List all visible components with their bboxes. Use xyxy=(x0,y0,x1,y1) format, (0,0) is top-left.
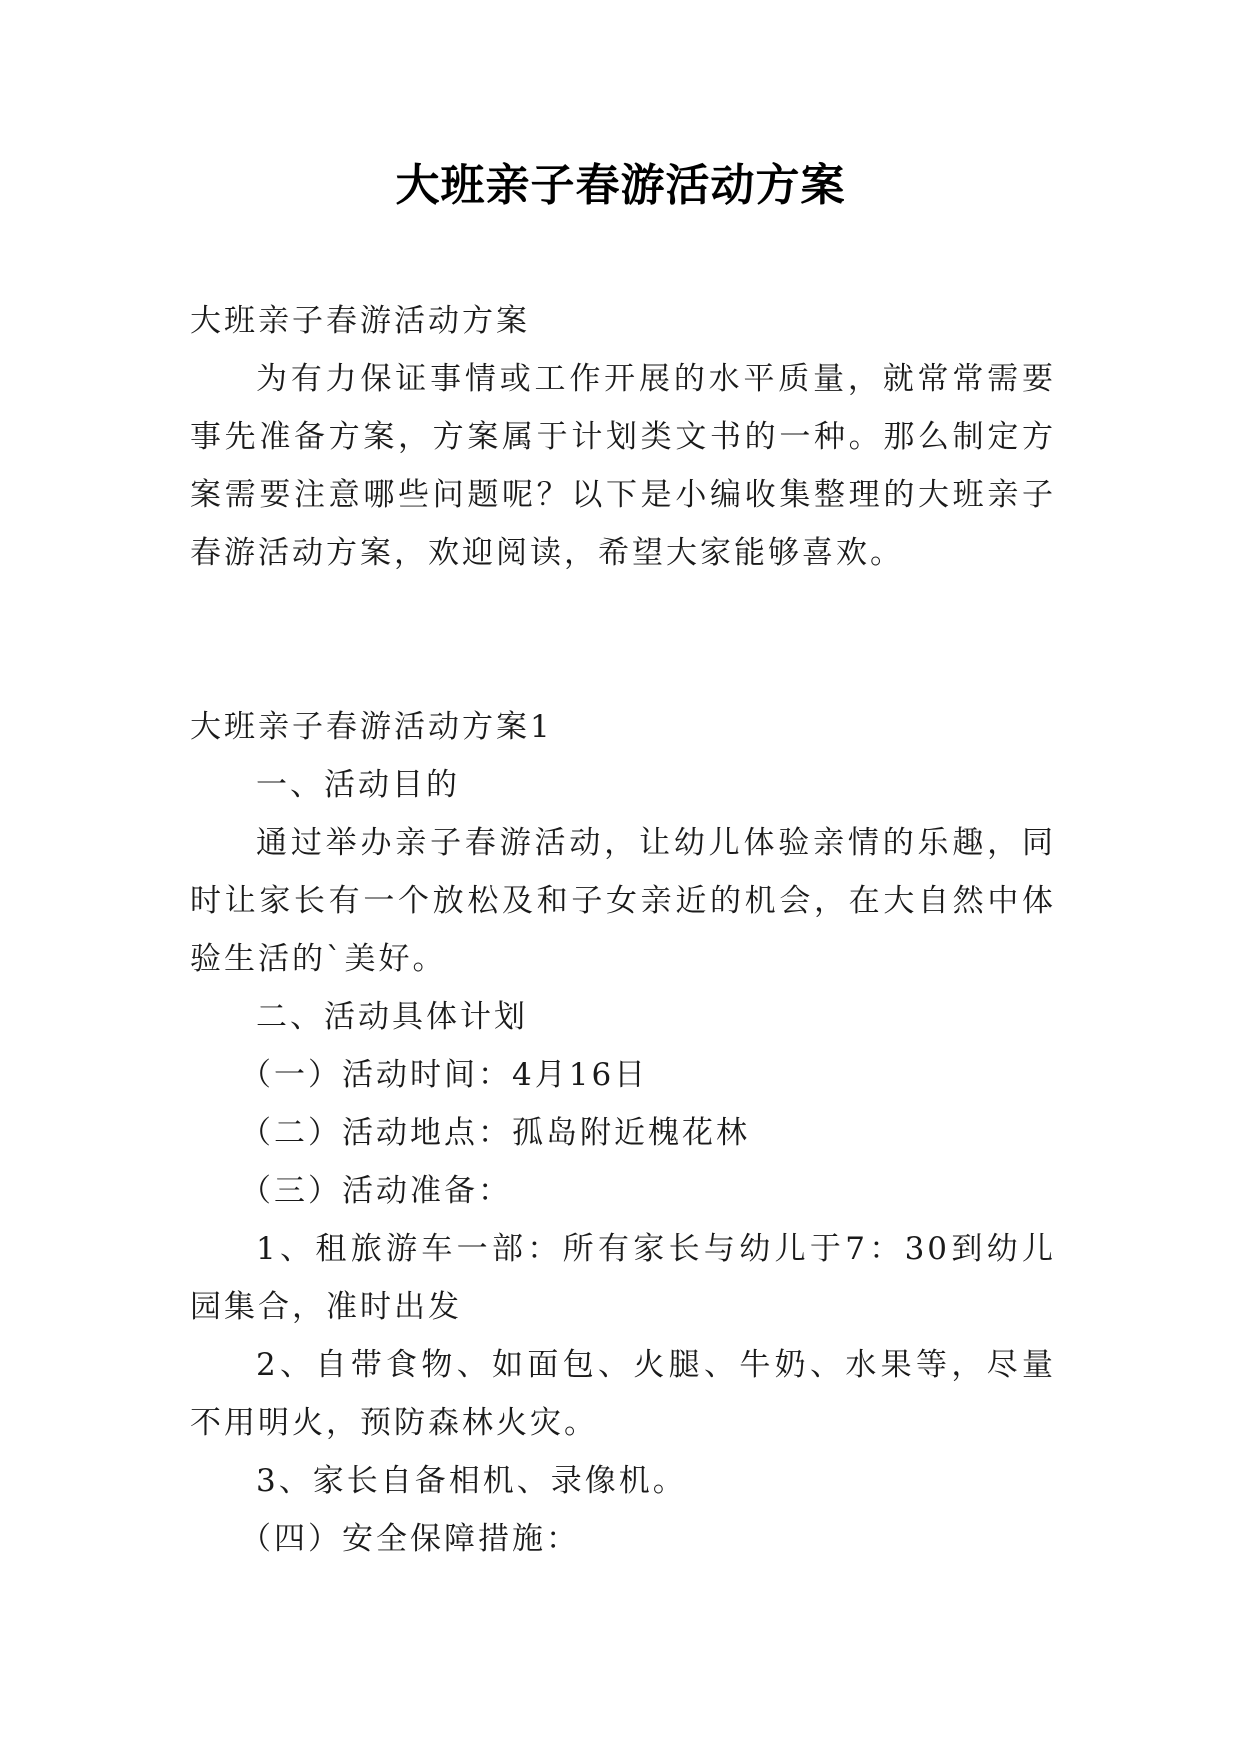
preparation-heading: （三）活动准备： xyxy=(240,1173,512,1209)
purpose-paragraph: 通过举办亲子春游活动，让幼儿体验亲情的乐趣，同时让家长有一个放松及和子女亲近的机会，在大自然中体验生活的`美好。 xyxy=(190,825,1056,977)
intro-paragraph: 为有力保证事情或工作开展的水平质量，就常常需要事先准备方案，方案属于计划类文书的一种。那么制定方案需要注意哪些问题呢？以下是小编收集整理的大班亲子春游活动方案，欢迎阅读，希望大家能够喜欢。 xyxy=(190,361,1056,571)
safety-heading: （四）安全保障措施： xyxy=(240,1521,580,1557)
plan-heading: 二、活动具体计划 xyxy=(256,999,528,1035)
section-spacer xyxy=(190,582,1056,698)
preparation-item: 2、自带食物、如面包、火腿、牛奶、水果等，尽量不用明火，预防森林火灾。 xyxy=(190,1347,1056,1441)
document-body xyxy=(190,292,1056,1568)
section-heading: 大班亲子春游活动方案1 xyxy=(190,709,553,745)
subtitle: 大班亲子春游活动方案 xyxy=(190,303,530,339)
document-title: 大班亲子春游活动方案 xyxy=(395,160,846,211)
purpose-heading: 一、活动目的 xyxy=(256,767,460,803)
activity-time: （一）活动时间：4月16日 xyxy=(240,1057,649,1093)
preparation-item: 3、家长自备相机、录像机。 xyxy=(256,1463,687,1499)
preparation-item: 1、租旅游车一部：所有家长与幼儿于7：30到幼儿园集合，准时出发 xyxy=(190,1231,1056,1325)
activity-place: （二）活动地点：孤岛附近槐花林 xyxy=(240,1115,750,1151)
